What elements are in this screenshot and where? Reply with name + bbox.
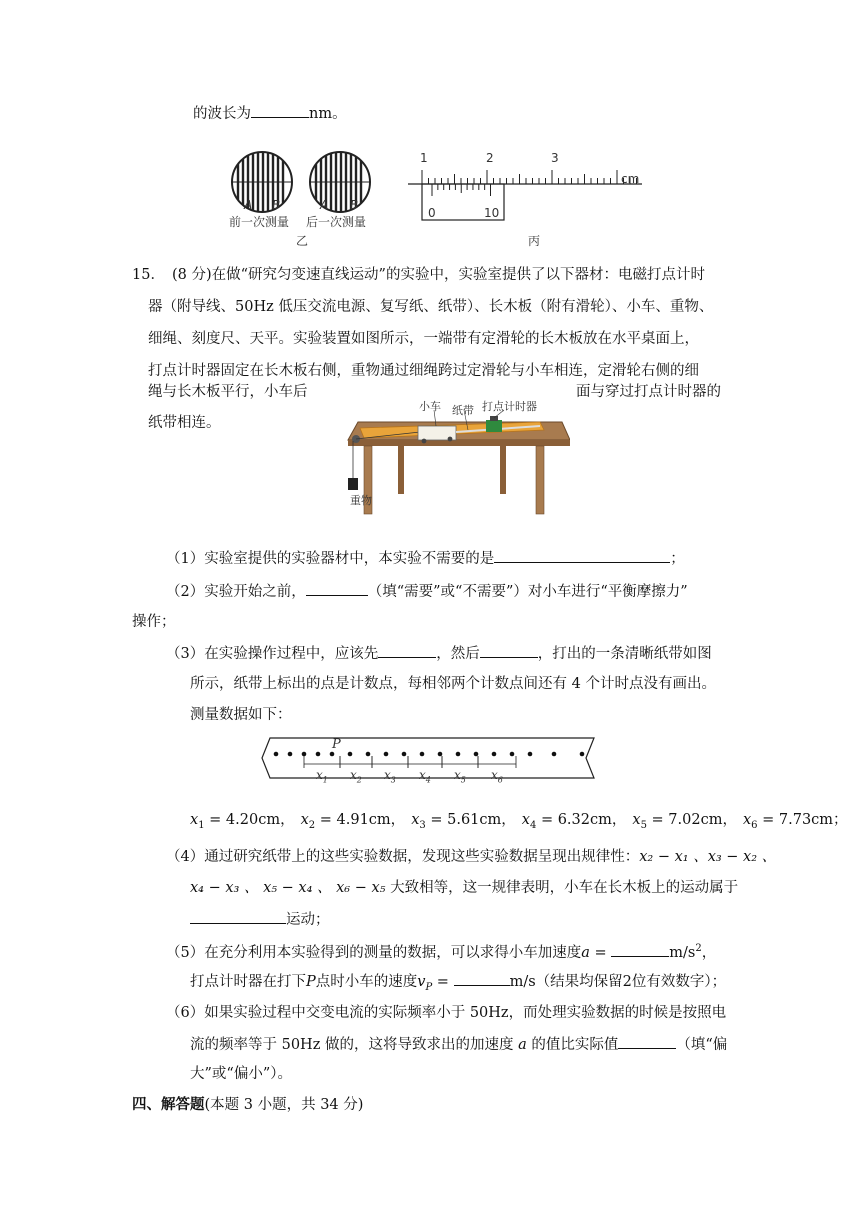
vernier-tick-0: 0 (428, 206, 436, 220)
answer-blank (494, 548, 670, 563)
label-b2: B (350, 198, 359, 212)
label-a1: A (244, 198, 253, 212)
label-tape: 纸带 (452, 404, 474, 417)
tape-dot (274, 752, 279, 757)
tape-dot (492, 752, 497, 757)
measurement-2: $x_2 = 4.91cm$， (300, 812, 406, 831)
vernier-tick-10: 10 (484, 206, 500, 220)
q15-line-6: 纸带相连。 (148, 415, 221, 431)
sub2-cont: 操作； (132, 614, 176, 630)
section-4-heading: 四、解答题(本题 3 小题，共 34 分) (132, 1096, 364, 1113)
sub5-line-2: 打点计时器在打下P点时小车的速度$v_P = m/s$（结果均保留2位有效数字）； (190, 971, 726, 998)
tape-dot (348, 752, 353, 757)
tape-x-label: $x_3$ (384, 768, 396, 785)
sub5: （5）在充分利用本实验得到的测量的数据，可以求得小车加速度$a = m/s^2$， (166, 943, 717, 961)
caption-after: 后一次测量 (306, 215, 367, 229)
label-b1: B (272, 198, 281, 212)
q15-number: 15． (132, 267, 165, 283)
figure-bing-vernier (400, 150, 650, 225)
q15-line-5-right: 面与穿过打点计时器的 (576, 384, 721, 400)
figure-yi-title: 乙 (296, 234, 309, 248)
sub6-line-3: 大”或“偏小”）。 (190, 1066, 292, 1082)
tape-dot (552, 752, 557, 757)
answer-blank (611, 942, 669, 957)
label-car: 小车 (419, 400, 441, 413)
measurement-6: $x_6 = 7.73cm$； (742, 812, 848, 831)
tape-x-label: $x_6$ (491, 768, 503, 785)
q15-line-2: 器（附导线、50Hz 低压交流电源、复写纸、纸带）、长木板（附有滑轮）、小车、重物、 (148, 299, 714, 315)
answer-blank (480, 643, 538, 658)
tape-dot (402, 752, 407, 757)
figure-yi-interference (228, 148, 398, 248)
q15-line-1: (8 分)在做“研究匀变速直线运动”的实验中，实验室提供了以下器材：电磁打点计时 (172, 267, 705, 283)
label-timer: 打点计时器 (482, 400, 537, 413)
label-weight: 重物 (350, 494, 372, 507)
label-a2: A (320, 198, 329, 212)
caption-before: 前一次测量 (229, 215, 290, 229)
sub3-line-2: 所示，纸带上标出的点是计数点，每相邻两个计数点间还有 4 个计时点没有画出。 (190, 676, 716, 692)
label-p: P (332, 737, 341, 752)
measurement-4: $x_4 = 6.32cm$， (521, 812, 627, 831)
measurement-5: $x_5 = 7.02cm$， (632, 812, 737, 831)
tape-x-label: $x_2$ (350, 768, 362, 785)
tape-x-label: $x_5$ (454, 768, 466, 785)
measurement-3: $x_3 = 5.61cm$， (411, 812, 516, 831)
tape-dot (366, 752, 371, 757)
q15-line-4: 打点计时器固定在长木板右侧，重物通过细绳跨过定滑轮与小车相连，定滑轮右侧的细 (148, 363, 699, 379)
tape-dot (510, 752, 515, 757)
answer-blank (306, 581, 368, 596)
measurements (190, 810, 854, 836)
unit-cm: cm (621, 172, 640, 186)
tape-dot (302, 752, 307, 757)
figure-bing-title: 丙 (528, 234, 541, 248)
sub6-line-2: 流的频率等于 50Hz 做的，这将导致求出的加速度 a 的值比实际值 （填“偏 (190, 1034, 727, 1055)
measurement-1: $x_1 = 4.20cm$， (190, 812, 295, 831)
sub3-line-3: 测量数据如下： (190, 707, 292, 723)
main-tick-3: 3 (551, 151, 559, 165)
q15-line-3: 细绳、刻度尺、天平。实验装置如图所示，一端带有定滑轮的长木板放在水平桌面上， (148, 331, 699, 347)
answer-blank (378, 643, 436, 658)
tape-dot (420, 752, 425, 757)
tape-dot (288, 752, 293, 757)
tape-dot (528, 752, 533, 757)
q15-line-5-left: 绳与长木板平行，小车后 (148, 384, 308, 400)
tape-x-label: $x_4$ (419, 768, 431, 785)
tape-dot (330, 752, 335, 757)
tape-dot (384, 752, 389, 757)
answer-blank (618, 1034, 676, 1049)
paper-tape-figure (260, 734, 605, 785)
tape-dot (438, 752, 443, 757)
answer-blank (251, 103, 309, 118)
sub6: （6）如果实验过程中交变电流的实际频率小于 50Hz，而处理实验数据的时候是按照电 (166, 1005, 727, 1021)
wavelength-line: 的波长为 nm。 (193, 103, 347, 124)
tape-dot (456, 752, 461, 757)
sub4-line-3: 运动； (190, 909, 330, 930)
tape-dot (316, 752, 321, 757)
sub4-line-2: x₄ − x₃ 、 x₅ − x₄ 、 x₆ − x₅ 大致相等，这一规律表明，小车在长木板上的运动属于 (190, 880, 739, 896)
sub1: （1）实验室提供的实验器材中，本实验不需要的是 ； (166, 548, 685, 569)
tape-dot (474, 752, 479, 757)
tape-dot (580, 752, 585, 757)
sub4: （4）通过研究纸带上的这些实验数据，发现这些实验数据呈现出规律性：x₂ − x₁ 、x₃ − x₂ 、 (166, 849, 777, 865)
answer-blank (190, 909, 286, 924)
tape-x-label: $x_1$ (316, 768, 328, 785)
main-tick-1: 1 (420, 151, 428, 165)
sub2: （2）实验开始之前， （填“需要”或“不需要”）对小车进行“平衡摩擦力” (166, 581, 688, 602)
main-tick-2: 2 (486, 151, 494, 165)
answer-blank (454, 971, 510, 986)
sub3: （3）在实验操作过程中，应该先 ，然后 ，打出的一条清晰纸带如图 (166, 643, 712, 664)
